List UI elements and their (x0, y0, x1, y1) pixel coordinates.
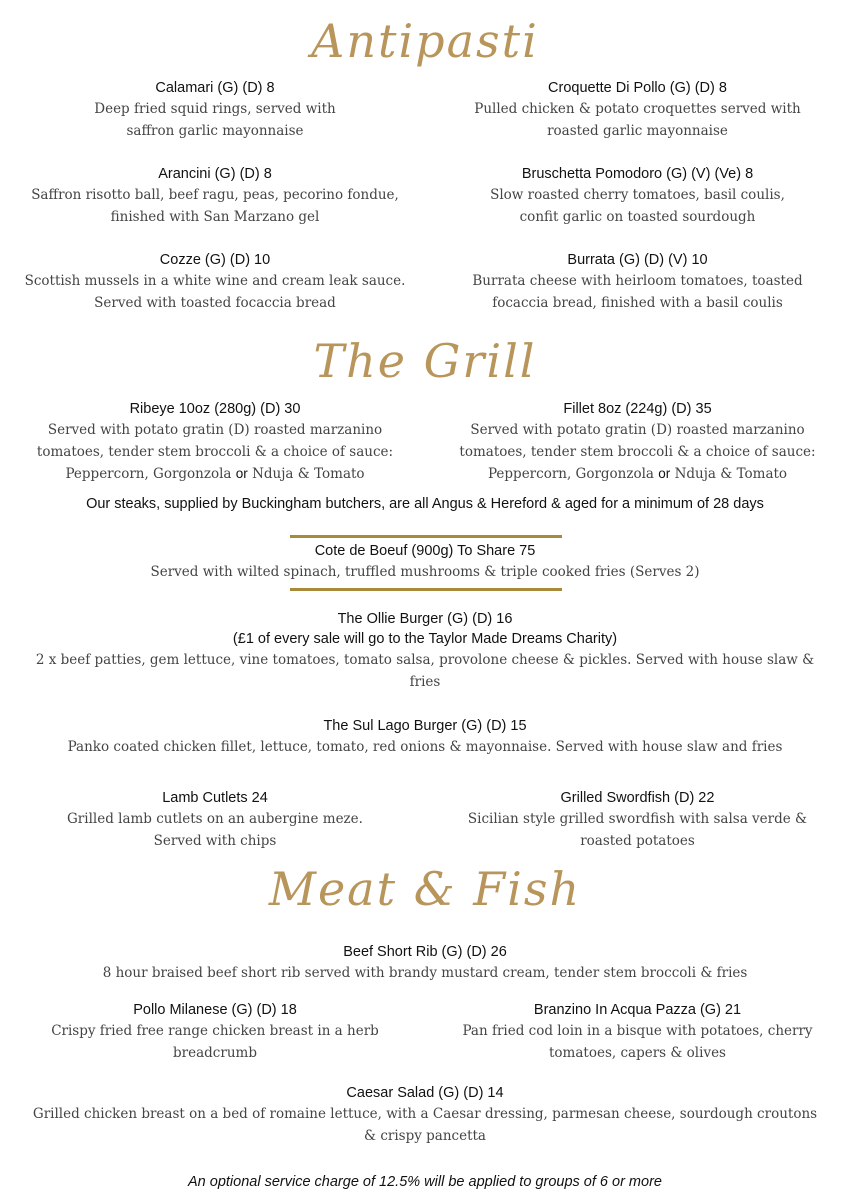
item-desc: tomatoes, tender stem broccoli & a choice of sauce: (459, 443, 816, 460)
item-desc: Slow roasted cherry tomatoes, basil coulis, (490, 187, 785, 203)
item-title: The Sul Lago Burger (G) (D) 15 (323, 718, 527, 734)
sauce-options: Nduja & Tomato (247, 466, 365, 482)
croquette-item (440, 78, 835, 142)
item-desc: Served with wilted spinach, truffled mushrooms & triple cooked fries (Serves 2) (150, 564, 700, 580)
burrata-item (440, 250, 835, 314)
item-title: Pollo Milanese (G) (D) 18 (133, 1002, 297, 1018)
item-desc: saffron garlic mayonnaise (126, 122, 304, 139)
item-desc: tomatoes, capers & olives (549, 1044, 726, 1061)
item-desc: Deep fried squid rings, served with (94, 101, 336, 117)
divider-bottom (290, 588, 562, 591)
item-desc: Crispy fried free range chicken breast in a herb (51, 1023, 379, 1039)
item-title: Bruschetta Pomodoro (G) (V) (Ve) 8 (521, 166, 754, 182)
short-rib-item (15, 942, 835, 985)
item-desc: Grilled lamb cutlets on an aubergine meze. (67, 811, 363, 827)
item-desc: finished with San Marzano gel (110, 208, 320, 225)
steak-note: Our steaks, supplied by Buckingham butchers, are all Angus & Hereford & aged for a minimum of 28 days (86, 496, 764, 512)
antipasti-heading: Antipasti (311, 14, 539, 68)
item-desc: roasted garlic mayonnaise (547, 122, 728, 139)
item-title: Caesar Salad (G) (D) 14 (346, 1085, 504, 1101)
sauce-options: Nduja & Tomato (670, 466, 788, 482)
caesar-salad-item (15, 1083, 835, 1147)
item-desc: roasted potatoes (580, 832, 695, 849)
item-desc: Pan fried cod loin in a bisque with potatoes, cherry (462, 1023, 813, 1039)
item-title: Croquette Di Pollo (G) (D) 8 (548, 80, 727, 96)
item-desc: 2 x beef patties, gem lettuce, vine tomatoes, tomato salsa, provolone cheese & pickles. Served with house slaw & (35, 652, 815, 668)
cozze-item (20, 250, 410, 314)
sauce-options: Peppercorn, Gorgonzola (487, 466, 659, 482)
sul-lago-burger-item (15, 716, 835, 759)
item-desc: Sicilian style grilled swordfish with salsa verde & (467, 811, 808, 827)
charity-note: (£1 of every sale will go to the Taylor Made Dreams Charity) (232, 631, 618, 647)
sauce-options: Peppercorn, Gorgonzola (65, 466, 236, 482)
item-desc: focaccia bread, finished with a basil coulis (492, 294, 783, 311)
item-title: Burrata (G) (D) (V) 10 (567, 252, 708, 268)
item-desc: Served with potato gratin (D) roasted marzanino (47, 422, 383, 438)
item-desc: & crispy pancetta (364, 1127, 486, 1144)
item-desc: Pulled chicken & potato croquettes served with (474, 101, 801, 117)
item-desc: breadcrumb (173, 1044, 257, 1061)
item-title: Branzino In Acqua Pazza (G) 21 (533, 1002, 742, 1018)
arancini-item (20, 164, 410, 228)
item-title: Cote de Boeuf (900g) To Share 75 (314, 543, 536, 559)
item-desc: Served with chips (153, 832, 277, 849)
fillet-item (440, 399, 835, 486)
ollie-burger-item (15, 609, 835, 693)
item-desc: Scottish mussels in a white wine and cream leak sauce. (24, 273, 406, 289)
item-desc: Saffron risotto ball, beef ragu, peas, pecorino fondue, (31, 187, 399, 203)
service-charge-note: An optional service charge of 12.5% will be applied to groups of 6 or more (188, 1174, 662, 1190)
item-title: Calamari (G) (D) 8 (155, 80, 275, 96)
divider-top (290, 535, 562, 538)
item-desc: Burrata cheese with heirloom tomatoes, toasted (472, 273, 803, 289)
ribeye-item (20, 399, 410, 486)
item-title: Cozze (G) (D) 10 (159, 252, 271, 268)
calamari-item (20, 78, 410, 142)
item-title: Ribeye 10oz (280g) (D) 30 (129, 401, 301, 417)
item-desc: tomatoes, tender stem broccoli & a choice of sauce: (36, 443, 394, 460)
item-desc: Served with potato gratin (D) roasted marzanino (470, 422, 805, 438)
item-desc: Panko coated chicken fillet, lettuce, tomato, red onions & mayonnaise. Served with house slaw and fries (67, 739, 783, 755)
or-word: or (658, 466, 671, 481)
branzino-item (440, 1000, 835, 1064)
item-title: Beef Short Rib (G) (D) 26 (343, 944, 507, 960)
item-title: Grilled Swordfish (D) 22 (560, 790, 715, 806)
pollo-milanese-item (20, 1000, 410, 1064)
cote-de-boeuf-item (15, 541, 835, 584)
item-title: Arancini (G) (D) 8 (158, 166, 272, 182)
item-desc (20, 463, 410, 486)
item-title: Fillet 8oz (224g) (D) 35 (563, 401, 712, 417)
item-desc (440, 463, 835, 486)
swordfish-item (440, 788, 835, 852)
item-desc: Served with toasted focaccia bread (94, 294, 336, 311)
item-desc: Grilled chicken breast on a bed of romaine lettuce, with a Caesar dressing, parmesan cheese, sourdough croutons (32, 1106, 818, 1122)
item-title: Lamb Cutlets 24 (162, 790, 268, 806)
bruschetta-item (440, 164, 835, 228)
grill-heading: The Grill (313, 334, 537, 388)
item-title: The Ollie Burger (G) (D) 16 (337, 611, 513, 627)
meat-fish-heading: Meat & Fish (268, 862, 582, 916)
item-desc: fries (409, 673, 441, 690)
item-desc: 8 hour braised beef short rib served with brandy mustard cream, tender stem broccoli & fries (102, 965, 748, 981)
lamb-cutlets-item (20, 788, 410, 852)
or-word: or (235, 466, 248, 481)
item-desc: confit garlic on toasted sourdough (519, 208, 756, 225)
